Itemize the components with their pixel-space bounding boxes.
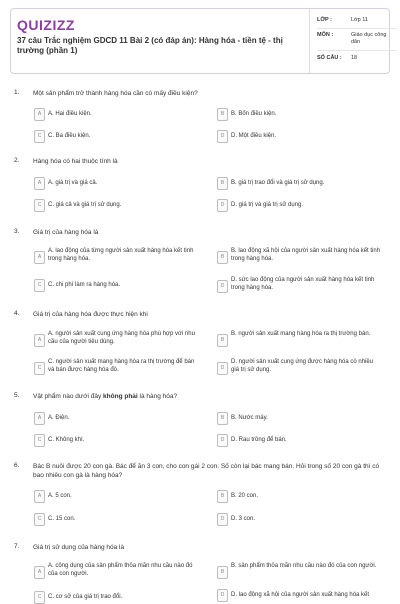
question-text: Hàng hóa có hai thuộc tính là [33,158,118,165]
option-text: D. người sản xuất cung ứng được hàng hóa có nhiều giá trị sử dụng. [231,359,374,373]
option-text: B. sản phẩm thỏa mãn nhu cầu nào đó của con người. [231,563,377,569]
option-text: A. lao động của từng người sản xuất hàng hóa kết tinh trong hàng hóa. [48,248,194,262]
option-letter: A [34,412,45,425]
option-letter: A [34,251,45,264]
option-text: A. người sản xuất cung ứng hàng hóa phù hợp với nhu cầu của người tiêu dùng. [48,331,195,345]
option-text: C. Ba điều kiện. [48,133,91,139]
option-letter: C [34,362,45,375]
option-letter: A [34,566,45,579]
option-letter: D [217,280,228,293]
question-text: Giá trị của hàng hóa là [33,229,99,236]
meta-separator [317,50,397,51]
option-letter: B [217,566,228,579]
question-text [33,392,388,401]
option-letter: A [34,108,45,121]
option-letter: B [217,490,228,503]
option-a[interactable] [34,329,199,351]
question-text: Giá trị của hàng hóa được thực hiện khi [33,311,148,318]
option-letter: B [217,251,228,264]
option-letter: A [34,177,45,190]
option-letter: D [217,130,228,143]
question-number: 3. [14,228,20,235]
option-a[interactable] [34,412,199,425]
option-d[interactable] [217,199,382,212]
option-c[interactable] [34,513,199,526]
option-b[interactable] [217,329,382,351]
option-c[interactable] [34,357,199,379]
option-c[interactable] [34,591,199,604]
option-text: C. chi phí làm ra hàng hóa. [48,282,121,288]
option-b[interactable] [217,561,382,583]
option-text: C. giá cả và giá trị sử dụng. [48,202,122,208]
option-letter: B [217,412,228,425]
question-number: 6. [14,462,20,469]
question-text: Bác B nuôi được 20 con gà. Bác để ăn 3 con, cho con gái 2 con. Số còn lại bác mang bán. Hỏi trong số 20 con gà thì có bao nhiêu con gà là hàng hóa? [33,463,380,479]
option-d[interactable] [217,434,382,447]
option-letter: C [34,591,45,604]
option-b[interactable] [217,246,382,268]
option-text: B. lao động xã hội của người sản xuất hàng hóa kết tinh trong hàng hóa. [231,248,381,262]
option-text: B. Bốn điều kiện. [231,111,277,117]
option-text: C. cơ sở của giá trị trao đổi. [48,594,123,600]
question-text-part: Vật phẩm nào dưới đây [33,393,104,400]
option-text: B. Nước máy. [231,415,268,421]
question-text: Một sản phẩm trở thành hàng hóa cần có mấy điều kiện? [33,90,198,97]
option-c[interactable] [34,279,199,292]
option-a[interactable] [34,246,199,268]
grade-label: LỚP : [317,17,332,23]
option-text: D. 3 con. [231,516,256,522]
option-text: D. Một điều kiện. [231,133,277,139]
option-letter: C [34,434,45,447]
question-text-part: là hàng hóa? [137,393,178,400]
question-number: 5. [14,392,20,399]
option-text: D. Rau trồng để bán. [231,437,287,443]
worksheet-title: 37 câu Trắc nghiệm GDCD 11 Bài 2 (có đáp án): Hàng hóa - tiền tệ - thị trường (phần 1) [17,36,283,55]
option-text: A. Hai điều kiện. [48,111,92,117]
option-d[interactable] [217,357,382,379]
option-text: B. giá trị trao đổi và giá trị sử dụng. [231,180,325,186]
option-c[interactable] [34,434,199,447]
header-divider [309,9,310,73]
question-text-emphasis: không phải [103,393,138,400]
option-c[interactable] [34,130,199,143]
option-a[interactable] [34,108,199,121]
option-letter: B [217,177,228,190]
question-count-label: SỐ CÂU : [317,55,342,61]
question-text: Giá trị sử dụng của hàng hóa là [33,544,125,551]
option-letter: C [34,199,45,212]
question-count-value: 18 [351,55,358,61]
option-letter: D [217,513,228,526]
option-a[interactable] [34,490,199,503]
option-text: A. giá trị và giá cả. [48,180,98,186]
option-text: A. Điện. [48,415,70,421]
option-letter: B [217,108,228,121]
option-b[interactable] [217,490,382,503]
question-number: 7. [14,543,20,550]
option-text: B. 20 con. [231,493,259,499]
option-d[interactable] [217,275,382,297]
grade-value: Lớp 11 [351,17,368,23]
option-text: D. giá trị và giá trị sử dụng. [231,202,304,208]
option-b[interactable] [217,108,382,121]
option-d[interactable] [217,130,382,143]
option-text: C. người sản xuất mang hàng hóa ra thị trường để bán và bán được hàng hóa đó. [48,359,195,373]
option-text: A. công dụng của sản phẩm thỏa mãn nhu cầu nào đó của con người. [48,563,193,577]
subject-value: Giáo dục công dân [351,32,387,45]
option-text: D. sức lao động của người sản xuất hàng hóa kết tinh trong hàng hóa. [231,277,375,291]
option-letter: C [34,513,45,526]
option-letter: B [217,334,228,347]
option-d[interactable] [217,513,382,526]
option-text: C. Không khí. [48,437,85,443]
option-letter: A [34,334,45,347]
option-letter: D [217,362,228,375]
quizizz-logo: QUIZIZZ [17,17,75,33]
subject-label: MÔN : [317,32,334,38]
worksheet-header [10,8,390,74]
option-letter: C [34,130,45,143]
option-text: B. người sản xuất mang hàng hóa ra thị trường bán. [231,331,371,337]
meta-separator [317,28,397,29]
question-number: 1. [14,89,20,96]
option-letter: A [34,490,45,503]
option-d[interactable] [217,589,382,602]
option-text: D. lao động xã hội của người sản xuất hàng hóa kết [231,592,370,598]
question-number: 2. [14,157,20,164]
option-text: A. 5 con. [48,493,72,499]
option-letter: C [34,279,45,292]
option-letter: D [217,589,228,602]
option-text: C. 15 con. [48,516,76,522]
option-b[interactable] [217,412,382,425]
option-letter: D [217,199,228,212]
option-b[interactable] [217,177,382,190]
option-a[interactable] [34,561,199,583]
option-c[interactable] [34,199,199,212]
option-letter: D [217,434,228,447]
option-a[interactable] [34,177,199,190]
question-number: 4. [14,310,20,317]
